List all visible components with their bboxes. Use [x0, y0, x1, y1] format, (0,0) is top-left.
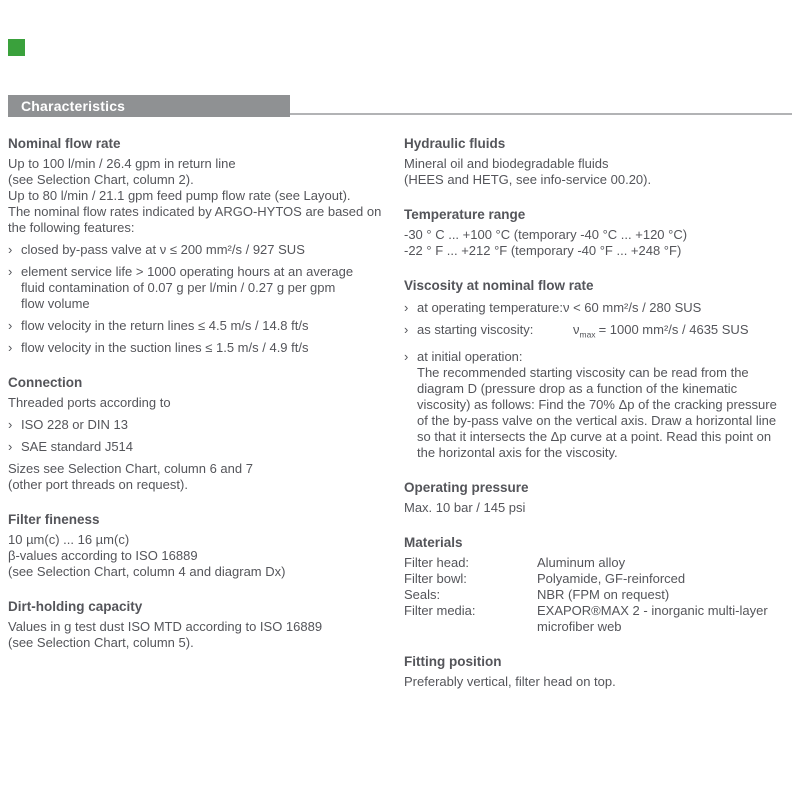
- left-column: [8, 135, 398, 651]
- bullet-icon: ›: [404, 322, 409, 337]
- text-line: 10 µm(c) ... 16 µm(c): [8, 532, 130, 547]
- bullet-item: [8, 417, 398, 433]
- section-heading-materials: Materials: [404, 534, 463, 550]
- text-line: (other port threads on request).: [8, 477, 188, 492]
- header-rule: [290, 113, 792, 115]
- viscosity-label: as starting viscosity:: [417, 322, 534, 337]
- bullet-item: [8, 318, 398, 334]
- text-line: fluid contamination of 0.07 g per l/min / 0.27 g per gpm: [21, 280, 336, 295]
- bullet-item: [404, 349, 796, 461]
- materials-label: Filter head:: [404, 554, 470, 570]
- section-heading-connection: Connection: [8, 375, 83, 390]
- materials-value: Polyamide, GF-reinforced: [537, 570, 686, 586]
- text-line: Up to 100 l/min / 26.4 gpm in return line: [8, 156, 236, 171]
- bullet-item: [8, 439, 398, 455]
- text-line: the horizontal axis for the viscosity.: [417, 444, 618, 460]
- materials-row: [404, 571, 796, 587]
- materials-value: EXAPOR®MAX 2 - inorganic multi-layer: [537, 602, 768, 618]
- text-line: The recommended starting viscosity can be read from the: [417, 364, 749, 380]
- bullet-icon: ›: [8, 264, 13, 279]
- text-line: viscosity) as follows: Find the 70% Δp of the cracking pressure: [417, 396, 777, 412]
- materials-row: [404, 555, 796, 571]
- section-header-bar: [8, 95, 290, 117]
- text-line: Threaded ports according to: [8, 395, 171, 410]
- viscosity-subscript: max: [579, 329, 596, 340]
- section-heading-hydraulic-fluids: Hydraulic fluids: [404, 136, 506, 151]
- text-line: closed by-pass valve at ν ≤ 200 mm²/s / 927 SUS: [21, 242, 305, 257]
- bullet-icon: ›: [404, 348, 409, 364]
- text-line: Up to 80 l/min / 21.1 gpm feed pump flow rate (see Layout).: [8, 188, 351, 203]
- text-line: at initial operation:: [417, 348, 523, 364]
- bullet-item: [8, 340, 398, 356]
- section-heading-nominal-flow-rate: Nominal flow rate: [8, 136, 121, 151]
- bullet-icon: ›: [8, 417, 13, 432]
- text-line: of the by-pass valve on the vertical axis. Draw a horizontal line: [417, 412, 777, 428]
- text-line: at operating temperature:ν < 60 mm²/s / 280 SUS: [417, 300, 702, 315]
- section-header-title: Characteristics: [21, 98, 126, 114]
- materials-value: microfiber web: [537, 618, 622, 634]
- bullet-item: [8, 242, 398, 258]
- section-heading-dirt-holding-capacity: Dirt-holding capacity: [8, 599, 143, 614]
- text-line: Mineral oil and biodegradable fluids: [404, 156, 609, 171]
- text-line: so that it intersects the Δp curve at a point. Read this point on: [417, 428, 772, 444]
- text-line: -30 ° C ... +100 °C (temporary -40 °C ... +120 °C): [404, 227, 688, 242]
- text-line: flow velocity in the suction lines ≤ 1.5 m/s / 4.9 ft/s: [21, 340, 309, 355]
- bullet-icon: ›: [404, 300, 409, 315]
- section-heading-operating-pressure: Operating pressure: [404, 479, 529, 495]
- section-heading-temperature-range: Temperature range: [404, 207, 526, 222]
- bullet-item: [404, 300, 796, 316]
- materials-value: Aluminum alloy: [537, 554, 626, 570]
- materials-value: NBR (FPM on request): [537, 586, 670, 602]
- right-column: [404, 135, 796, 690]
- materials-label: [404, 619, 537, 635]
- materials-row: [404, 619, 796, 635]
- section-heading-filter-fineness: Filter fineness: [8, 512, 100, 527]
- text-line: Sizes see Selection Chart, column 6 and 7: [8, 461, 253, 476]
- text-line: (see Selection Chart, column 5).: [8, 635, 194, 650]
- materials-label: Filter bowl:: [404, 570, 467, 586]
- text-line: -22 ° F ... +212 °F (temporary -40 °F ... +248 °F): [404, 243, 682, 258]
- viscosity-value: = 1000 mm²/s / 4635 SUS: [598, 322, 749, 337]
- text-line: β-values according to ISO 16889: [8, 548, 198, 563]
- bullet-icon: ›: [8, 318, 13, 333]
- bullet-icon: ›: [8, 439, 13, 454]
- text-line: The nominal flow rates indicated by ARGO-HYTOS are based on: [8, 204, 382, 219]
- viscosity-symbol: ν: [573, 322, 580, 337]
- text-line: (see Selection Chart, column 2).: [8, 172, 194, 187]
- text-line: element service life > 1000 operating hours at an average: [21, 264, 354, 279]
- text-line: SAE standard J514: [21, 439, 134, 454]
- section-heading-viscosity: Viscosity at nominal flow rate: [404, 278, 594, 293]
- bullet-icon: ›: [8, 340, 13, 355]
- text-line: flow volume: [21, 296, 90, 311]
- materials-row: [404, 587, 796, 603]
- text-line: (see Selection Chart, column 4 and diagram Dx): [8, 564, 286, 579]
- text-line: Values in g test dust ISO MTD according to ISO 16889: [8, 619, 323, 634]
- bullet-icon: ›: [8, 242, 13, 257]
- materials-label: Seals:: [404, 586, 441, 602]
- text-line: ISO 228 or DIN 13: [21, 417, 128, 432]
- text-line: flow velocity in the return lines ≤ 4.5 m/s / 14.8 ft/s: [21, 318, 309, 333]
- bullet-item: [404, 322, 796, 343]
- text-line: the following features:: [8, 220, 135, 235]
- text-line: Preferably vertical, filter head on top.: [404, 673, 616, 689]
- text-line: diagram D (pressure drop as a function of the kinematic: [417, 380, 738, 396]
- bullet-item: [8, 264, 398, 312]
- section-heading-fitting-position: Fitting position: [404, 653, 502, 669]
- materials-row: [404, 603, 796, 619]
- brand-color-square: [8, 39, 25, 56]
- text-line: Max. 10 bar / 145 psi: [404, 499, 526, 515]
- text-line: (HEES and HETG, see info-service 00.20).: [404, 172, 652, 187]
- materials-label: Filter media:: [404, 602, 476, 618]
